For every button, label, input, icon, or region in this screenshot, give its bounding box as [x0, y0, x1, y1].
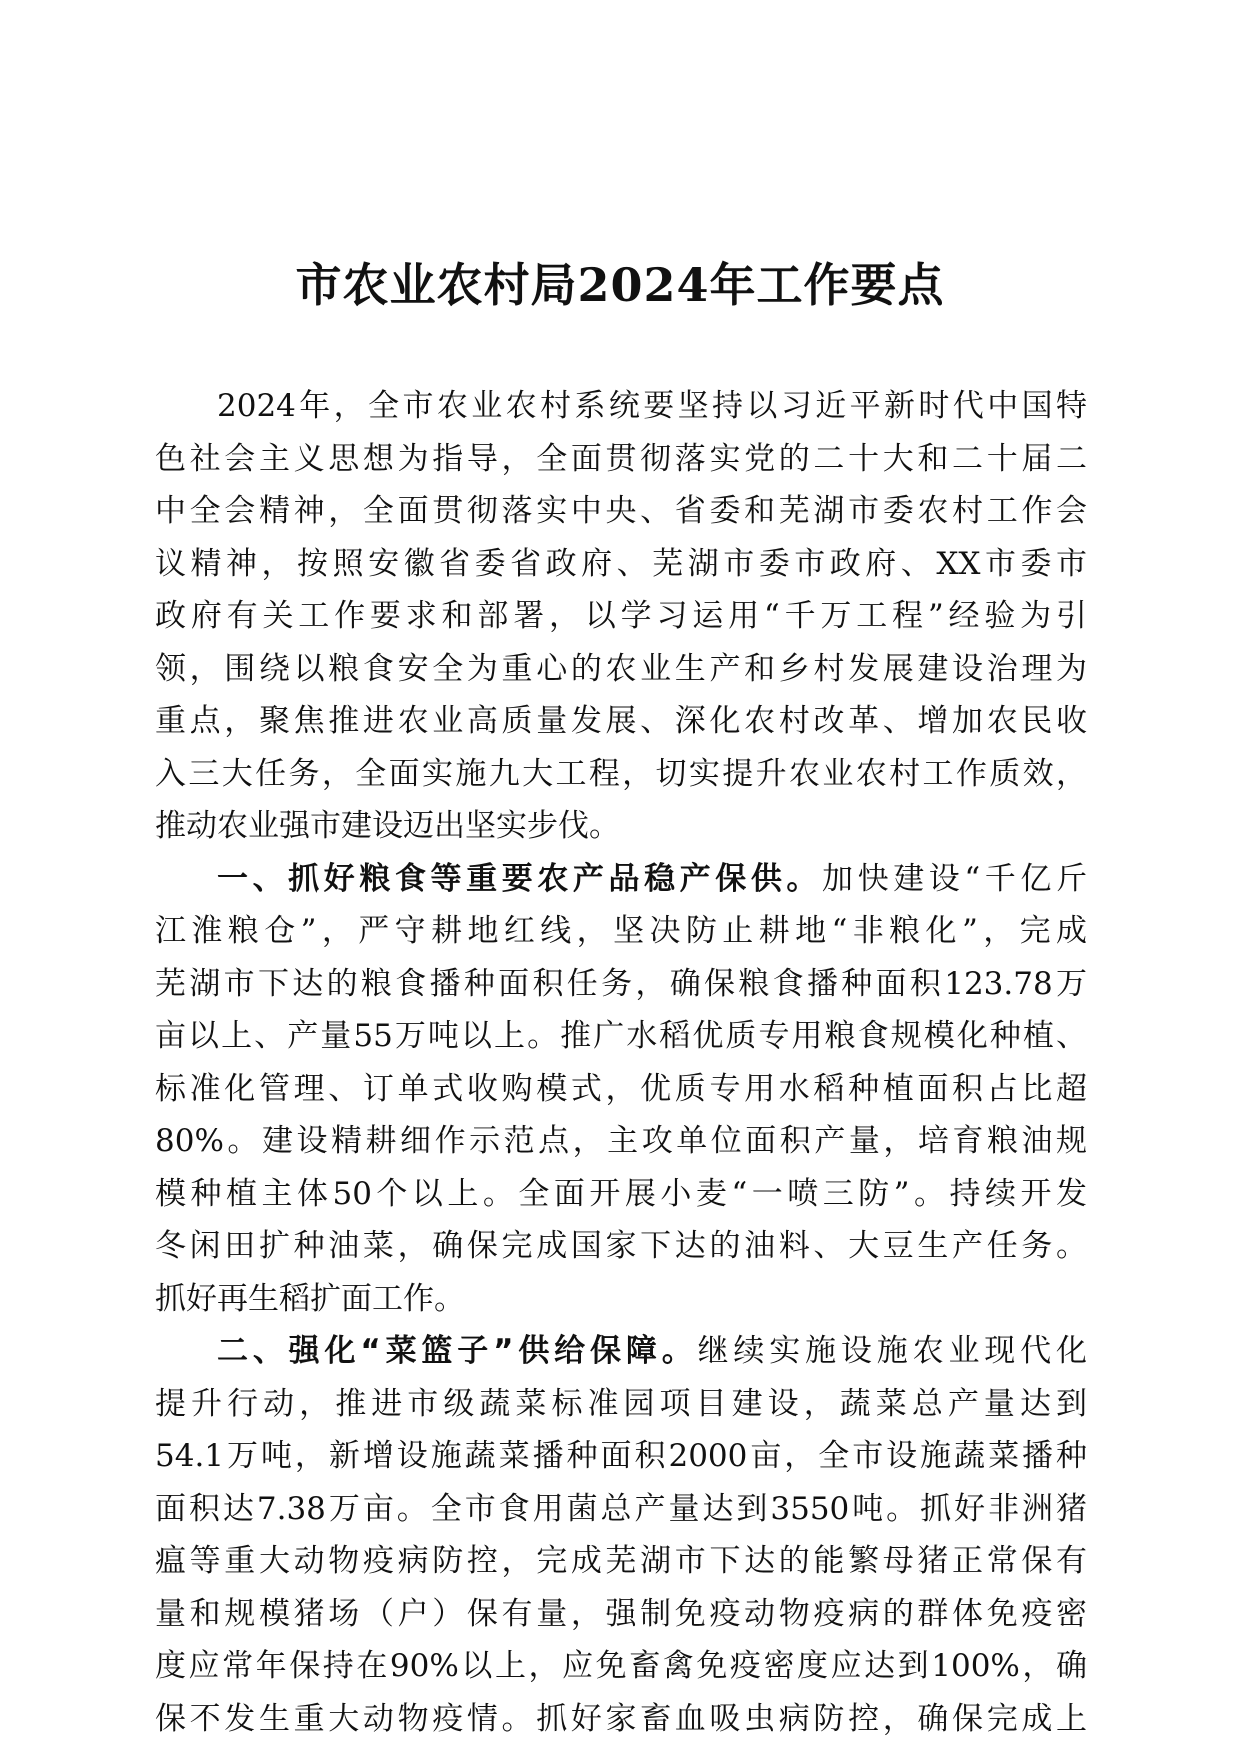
paragraph-line: 江淮粮仓”，严守耕地红线，坚决防止耕地“非粮化”，完成 — [155, 913, 1087, 949]
paragraph-line: 亩以上、产量55万吨以上。推广水稻优质专用粮食规模化种植、 — [155, 1018, 1087, 1054]
paragraph-line: 提升行动，推进市级蔬菜标准园项目建设，蔬菜总产量达到 — [155, 1385, 1087, 1422]
paragraph-first-line — [155, 1325, 1087, 1378]
paragraph-line: 54.1万吨，新增设施蔬菜播种面积2000亩，全市设施蔬菜播种 — [155, 1438, 1087, 1474]
paragraph-section-1 — [155, 853, 1087, 1326]
paragraph-line: 推动农业强市建设迈出坚实步伐。 — [155, 808, 620, 844]
paragraph-line: 抓好再生稻扩面工作。 — [155, 1280, 465, 1317]
paragraph-line: 模种植主体50个以上。全面开展小麦“一喷三防”。持续开发 — [155, 1175, 1087, 1212]
paragraph-line: 保不发生重大动物疫情。抓好家畜血吸虫病防控，确保完成上 — [155, 1700, 1087, 1737]
paragraph-line: 标准化管理、订单式收购模式，优质专用水稻种植面积占比超 — [155, 1070, 1087, 1107]
paragraph-line: 度应常年保持在90%以上，应免畜禽免疫密度应达到100%，确 — [155, 1648, 1087, 1684]
paragraph-line: 面积达7.38万亩。全市食用菌总产量达到3550吨。抓好非洲猪 — [155, 1490, 1087, 1527]
paragraph-line: 80%。建设精耕细作示范点，主攻单位面积产量，培育粮油规 — [155, 1123, 1087, 1159]
paragraph-line: 议精神，按照安徽省委省政府、芜湖市委市政府、XX市委市 — [155, 545, 1087, 582]
section-heading: 一、抓好粮食等重要农产品稳产保供。 — [217, 860, 823, 897]
paragraph-line: 中全会精神，全面贯彻落实中央、省委和芜湖市委农村工作会 — [155, 493, 1087, 529]
document-title: 市农业农村局2024年工作要点 — [295, 258, 945, 312]
paragraph-text: 加快建设“千亿斤 — [822, 860, 1087, 897]
paragraph-first-line — [155, 853, 1087, 906]
paragraph-text: 继续实施设施农业现代化 — [697, 1333, 1087, 1369]
document-body — [155, 380, 1087, 1745]
paragraph-line: 重点，聚焦推进农业高质量发展、深化农村改革、增加农民收 — [155, 703, 1087, 739]
paragraph-line: 芜湖市下达的粮食播种面积任务，确保粮食播种面积123.78万 — [155, 965, 1087, 1002]
paragraph-line: 领，围绕以粮食安全为重心的农业生产和乡村发展建设治理为 — [155, 650, 1087, 687]
paragraph-line: 2024年，全市农业农村系统要坚持以习近平新时代中国特 — [217, 388, 1087, 424]
paragraph-line: 瘟等重大动物疫病防控，完成芜湖市下达的能繁母猪正常保有 — [155, 1543, 1087, 1579]
paragraph-line: 入三大任务，全面实施九大工程，切实提升农业农村工作质效， — [155, 755, 1087, 792]
paragraph-line: 冬闲田扩种油菜，确保完成国家下达的油料、大豆生产任务。 — [155, 1228, 1087, 1264]
section-heading: 二、强化“菜篮子”供给保障。 — [217, 1333, 698, 1369]
paragraph-line: 政府有关工作要求和部署，以学习运用“千万工程”经验为引 — [155, 598, 1087, 634]
paragraph-line: 量和规模猪场（户）保有量，强制免疫动物疫病的群体免疫密 — [155, 1595, 1087, 1632]
paragraph-intro — [155, 380, 1087, 853]
paragraph-section-2 — [155, 1325, 1087, 1745]
paragraph-line: 色社会主义思想为指导，全面贯彻落实党的二十大和二十届二 — [155, 440, 1087, 477]
